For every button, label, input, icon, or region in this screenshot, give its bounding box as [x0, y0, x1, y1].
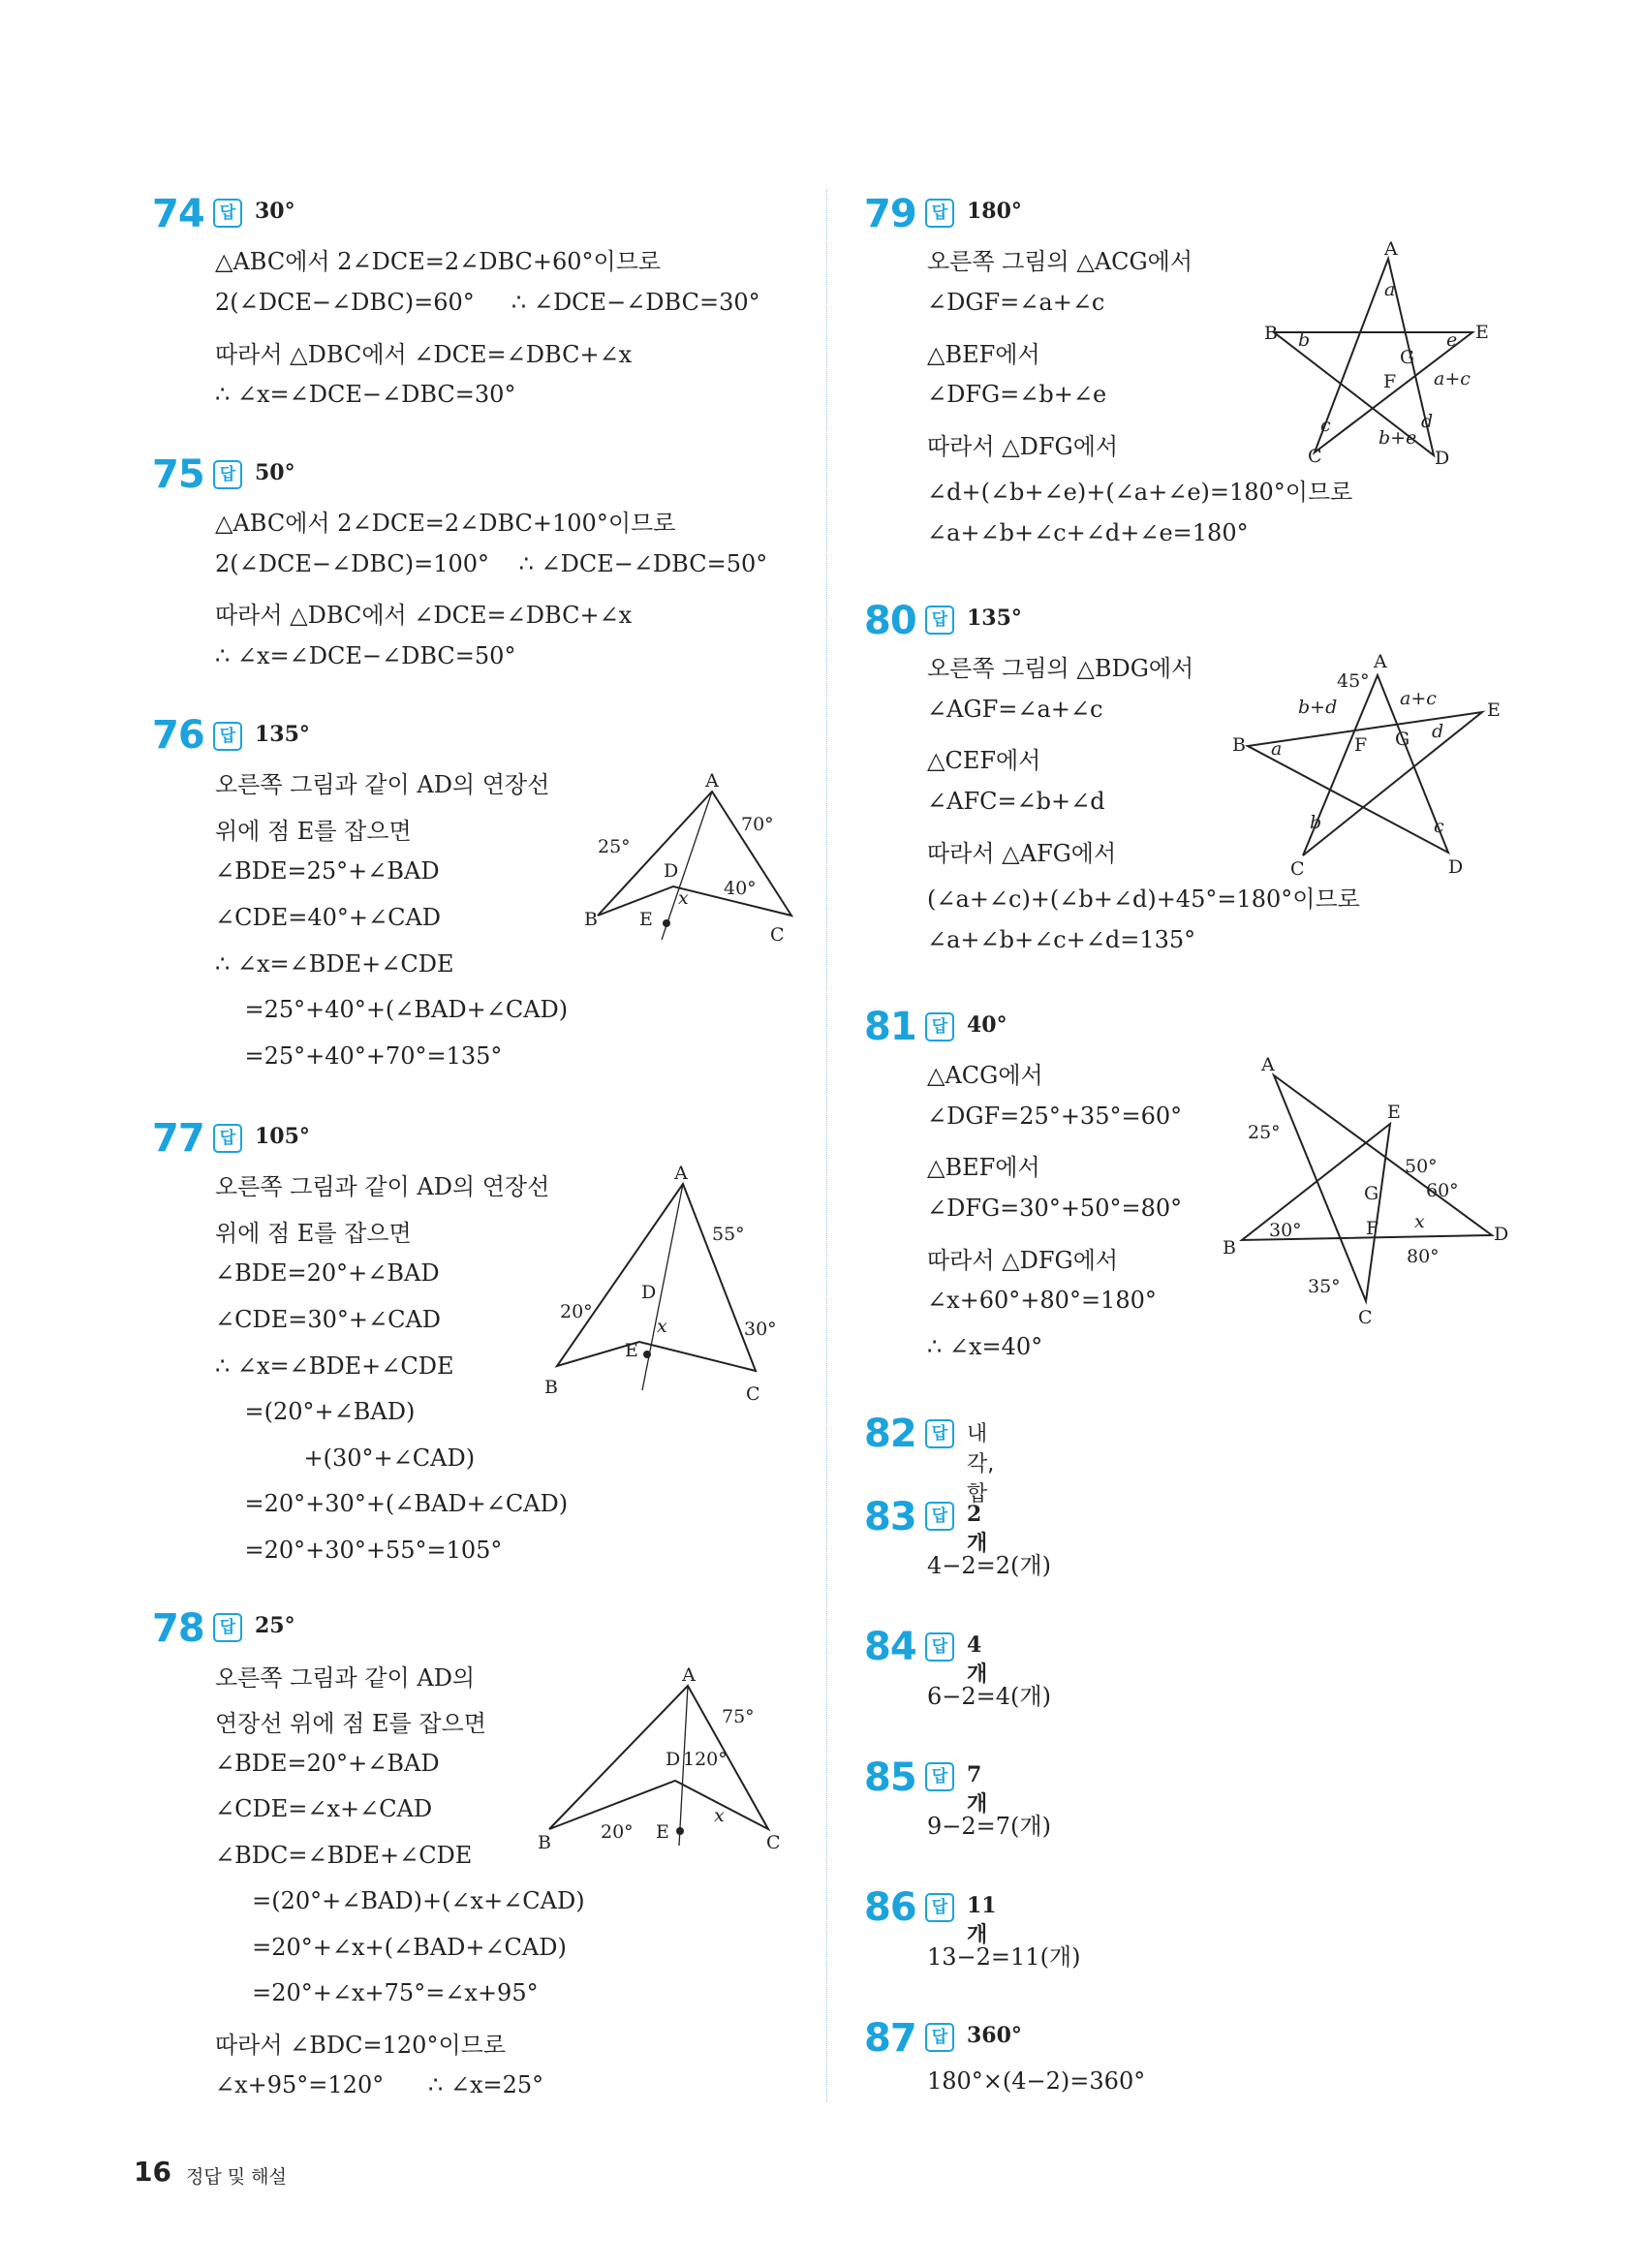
angle-d: d [1421, 411, 1434, 432]
label-e: E [639, 909, 653, 930]
label-a: A [1384, 238, 1398, 260]
problem-number: 78 [152, 1606, 204, 1651]
solution-line: 따라서 △DBC에서 ∠DCE=∠DBC+∠x [215, 602, 633, 629]
solution-line: 13−2=11(개) [927, 1943, 1081, 1971]
answer-value: 30° [255, 199, 295, 224]
solution-line: 따라서 △AFG에서 [927, 840, 1117, 867]
problem-number: 86 [864, 1885, 916, 1930]
label-c: C [1358, 1307, 1373, 1328]
solution-line: 연장선 위에 점 E를 잡으면 [215, 1710, 486, 1737]
solution-line: 오른쪽 그림과 같이 AD의 연장선 [215, 1173, 550, 1200]
angle-a: a [1384, 279, 1396, 300]
label-x: x [678, 887, 689, 909]
label-f: F [1354, 734, 1368, 756]
answer-value: 135° [967, 606, 1022, 631]
solution-line: =(20°+∠BAD)+(∠x+∠CAD) [215, 1887, 585, 1914]
answer-badge: 답 [213, 199, 242, 228]
angle-d-label: 120° [683, 1749, 728, 1770]
solution-line: =20°+∠x+(∠BAD+∠CAD) [215, 1934, 567, 1961]
page-footer-title: 정답 및 해설 [186, 2166, 287, 2188]
problem-number: 77 [152, 1116, 204, 1161]
solution-line: △ABC에서 2∠DCE=2∠DBC+100°이므로 [215, 510, 676, 537]
figure-76 [576, 770, 799, 954]
solution-line: 오른쪽 그림과 같이 AD의 연장선 [215, 771, 550, 798]
figure-79 [1264, 237, 1497, 470]
solution-line: ∠CDE=40°+∠CAD [215, 904, 442, 931]
solution-line: ∠BDE=20°+∠BAD [215, 1750, 440, 1777]
solution-line: ∴ ∠x=∠DCE−∠DBC=30° [215, 381, 516, 408]
label-e: E [1475, 322, 1489, 343]
figure-77 [542, 1163, 794, 1405]
problem-number: 84 [864, 1625, 916, 1669]
problem-number: 85 [864, 1755, 916, 1800]
angle-30-label: 30° [1269, 1220, 1302, 1241]
label-d: D [1494, 1224, 1509, 1245]
solution-line: △BEF에서 [927, 1154, 1040, 1181]
angle-b-label: 20° [601, 1821, 634, 1843]
point-e [643, 1351, 651, 1358]
solution-line: =(20°+∠BAD) [215, 1398, 416, 1425]
label-e: E [656, 1821, 669, 1843]
label-c: C [746, 1383, 760, 1405]
problem-number: 76 [152, 713, 204, 758]
solution-line: ∠a+∠b+∠c+∠d=135° [927, 926, 1196, 953]
solution-line: ∠DFG=∠b+∠e [927, 381, 1107, 408]
solution-line: =25°+40°+(∠BAD+∠CAD) [215, 996, 569, 1023]
figure-outline [557, 1184, 756, 1371]
angle-b-label: 20° [560, 1301, 593, 1322]
label-a: A [1261, 1054, 1275, 1075]
answer-badge: 답 [925, 1419, 954, 1448]
solution-line: 2(∠DCE−∠DBC)=60° ∴ ∠DCE−∠DBC=30° [215, 289, 760, 316]
problem-number: 75 [152, 452, 204, 497]
answer-value: 105° [255, 1124, 310, 1149]
answer-value: 내각, 합 [967, 1422, 995, 1507]
answer-badge: 답 [925, 606, 954, 635]
angle-50-label: 50° [1405, 1156, 1438, 1177]
angle-c-label: 40° [724, 878, 757, 899]
problem-number: 83 [864, 1495, 916, 1539]
angle-60-label: 60° [1426, 1180, 1459, 1201]
problem-number: 87 [864, 2016, 916, 2061]
label-f: F [1383, 371, 1397, 392]
solution-line: 2(∠DCE−∠DBC)=100° ∴ ∠DCE−∠DBC=50° [215, 550, 768, 577]
label-b: B [538, 1832, 551, 1853]
solution-line: ∠x+95°=120° ∴ ∠x=25° [215, 2071, 544, 2098]
label-d: D [641, 1282, 657, 1303]
angle-a-label: 55° [712, 1224, 745, 1245]
label-c: C [770, 924, 785, 946]
label-e: E [1387, 1102, 1401, 1123]
angle-80-label: 80° [1407, 1246, 1440, 1267]
solution-line: ∠DGF=25°+35°=60° [927, 1103, 1183, 1130]
label-a: A [682, 1664, 696, 1686]
answer-badge: 답 [925, 1762, 954, 1791]
angle-a-label: 70° [741, 814, 774, 835]
solution-line: ∠x+60°+80°=180° [927, 1287, 1157, 1314]
angle-e: e [1446, 329, 1458, 351]
label-a: A [1374, 651, 1387, 672]
problem-number: 82 [864, 1412, 916, 1456]
solution-line: =25°+40°+70°=135° [215, 1042, 503, 1070]
angle-b-label: 25° [598, 836, 631, 857]
angle-bd: b+d [1298, 697, 1338, 718]
solution-line: ∠AFC=∠b+∠d [927, 788, 1105, 815]
solution-line: 따라서 △DFG에서 [927, 433, 1119, 460]
angle-ac: a+c [1400, 688, 1437, 709]
angle-c: c [1434, 816, 1444, 837]
angle-d: d [1432, 721, 1444, 742]
angle-a: a [1271, 738, 1283, 760]
label-g: G [1400, 347, 1415, 368]
label-c: C [766, 1832, 781, 1853]
solution-line: ∠a+∠b+∠c+∠d+∠e=180° [927, 519, 1249, 546]
answer-badge: 답 [213, 722, 242, 751]
label-e: E [625, 1340, 638, 1361]
solution-line: +(30°+∠CAD) [215, 1445, 476, 1472]
solution-line: ∠CDE=30°+∠CAD [215, 1306, 442, 1333]
answer-badge: 답 [925, 1012, 954, 1041]
solution-line: ∴ ∠x=40° [927, 1333, 1043, 1360]
solution-line: ∠BDE=25°+∠BAD [215, 857, 440, 885]
answer-badge: 답 [925, 1502, 954, 1531]
solution-line: ∠d+(∠b+∠e)+(∠a+∠e)=180°이므로 [927, 479, 1353, 506]
angle-a-label: 75° [722, 1706, 755, 1727]
answer-value: 11개 [967, 1893, 997, 1947]
solution-line: ∠CDE=∠x+∠CAD [215, 1795, 433, 1822]
point-e [663, 919, 670, 927]
solution-line: 오른쪽 그림과 같이 AD의 [215, 1664, 476, 1692]
angle-ac: a+c [1434, 368, 1471, 389]
problem-number: 74 [152, 192, 204, 236]
solution-line: ∠DGF=∠a+∠c [927, 289, 1105, 316]
answer-badge: 답 [213, 1124, 242, 1153]
angle-be: b+e [1379, 427, 1417, 449]
problem-number: 79 [864, 192, 916, 236]
solution-line: =20°+∠x+75°=∠x+95° [215, 1979, 539, 2006]
solution-line: (∠a+∠c)+(∠b+∠d)+45°=180°이므로 [927, 885, 1360, 913]
answer-value: 180° [967, 199, 1022, 224]
solution-line: 오른쪽 그림의 △BDG에서 [927, 655, 1194, 682]
label-d: D [1435, 448, 1450, 469]
label-d: D [666, 1749, 681, 1770]
answer-value: 360° [967, 2023, 1022, 2048]
angle-b: b [1298, 329, 1311, 351]
label-c: C [1290, 858, 1305, 880]
problem-number: 80 [864, 599, 916, 643]
label-x: x [1414, 1211, 1425, 1232]
solution-line: 4−2=2(개) [927, 1552, 1051, 1579]
solution-line: 6−2=4(개) [927, 1683, 1051, 1710]
label-a: A [674, 1163, 688, 1184]
label-d: D [1448, 856, 1464, 878]
label-g: G [1395, 729, 1410, 750]
angle-c: c [1320, 415, 1331, 436]
problem-number: 81 [864, 1005, 916, 1049]
answer-value: 7개 [967, 1762, 988, 1817]
label-d: D [664, 860, 679, 882]
angle-45-label: 45° [1337, 670, 1370, 692]
solution-line: ∴ ∠x=∠DCE−∠DBC=50° [215, 642, 516, 669]
label-x: x [714, 1805, 725, 1826]
label-b: B [1264, 323, 1278, 344]
figure-80 [1230, 644, 1531, 882]
solution-line: △ACG에서 [927, 1062, 1043, 1089]
answer-badge: 답 [925, 199, 954, 228]
answer-badge: 답 [925, 2023, 954, 2052]
solution-line: ∠BDC=∠BDE+∠CDE [215, 1842, 473, 1869]
label-f: F [1366, 1218, 1379, 1239]
answer-badge: 답 [213, 1613, 242, 1642]
label-c: C [1308, 446, 1322, 467]
solution-line: 위에 점 E를 잡으면 [215, 1220, 412, 1247]
solution-line: ∴ ∠x=∠BDE+∠CDE [215, 1352, 454, 1380]
solution-line: 위에 점 E를 잡으면 [215, 818, 412, 845]
angle-b: b [1310, 812, 1322, 833]
angle-35-label: 35° [1308, 1276, 1341, 1297]
solution-line: ∠BDE=20°+∠BAD [215, 1259, 440, 1287]
label-g: G [1364, 1183, 1379, 1204]
angle-c-label: 30° [744, 1319, 777, 1340]
star-outline [1248, 675, 1482, 855]
answer-value: 135° [255, 722, 310, 747]
star-outline [1274, 259, 1472, 455]
solution-line: 오른쪽 그림의 △ACG에서 [927, 248, 1193, 275]
solution-line: 따라서 △DFG에서 [927, 1247, 1119, 1274]
answer-badge: 답 [925, 1893, 954, 1922]
label-b: B [1232, 734, 1246, 756]
label-b: B [584, 909, 598, 930]
answer-value: 4개 [967, 1632, 988, 1687]
label-e: E [1487, 699, 1501, 721]
solution-line: △CEF에서 [927, 747, 1041, 774]
solution-line: 180°×(4−2)=360° [927, 2067, 1146, 2095]
solution-line: ∠DFG=30°+50°=80° [927, 1195, 1183, 1222]
solution-line: △BEF에서 [927, 341, 1040, 368]
solution-line: =20°+30°+(∠BAD+∠CAD) [215, 1490, 569, 1517]
angle-25-label: 25° [1248, 1122, 1281, 1143]
solution-line: ∴ ∠x=∠BDE+∠CDE [215, 950, 454, 978]
page-number: 16 [134, 2156, 171, 2188]
solution-line: 따라서 △DBC에서 ∠DCE=∠DBC+∠x [215, 341, 633, 368]
answer-value: 25° [255, 1613, 295, 1638]
figure-78 [528, 1657, 799, 1860]
label-a: A [705, 770, 719, 792]
answer-value: 50° [255, 460, 295, 485]
figure-81 [1221, 1051, 1531, 1342]
solution-line: ∠AGF=∠a+∠c [927, 696, 1103, 723]
solution-line: =20°+30°+55°=105° [215, 1537, 503, 1564]
answer-value: 2개 [967, 1502, 988, 1556]
column-divider [826, 189, 827, 2102]
solution-line: △ABC에서 2∠DCE=2∠DBC+60°이므로 [215, 248, 662, 275]
label-b: B [1223, 1237, 1236, 1258]
solution-line: 따라서 ∠BDC=120°이므로 [215, 2032, 507, 2059]
answer-value: 40° [967, 1012, 1007, 1038]
label-b: B [544, 1377, 558, 1398]
solution-line: 9−2=7(개) [927, 1813, 1051, 1840]
point-e [676, 1827, 684, 1835]
answer-badge: 답 [213, 460, 242, 489]
label-x: x [657, 1316, 667, 1337]
answer-badge: 답 [925, 1632, 954, 1662]
